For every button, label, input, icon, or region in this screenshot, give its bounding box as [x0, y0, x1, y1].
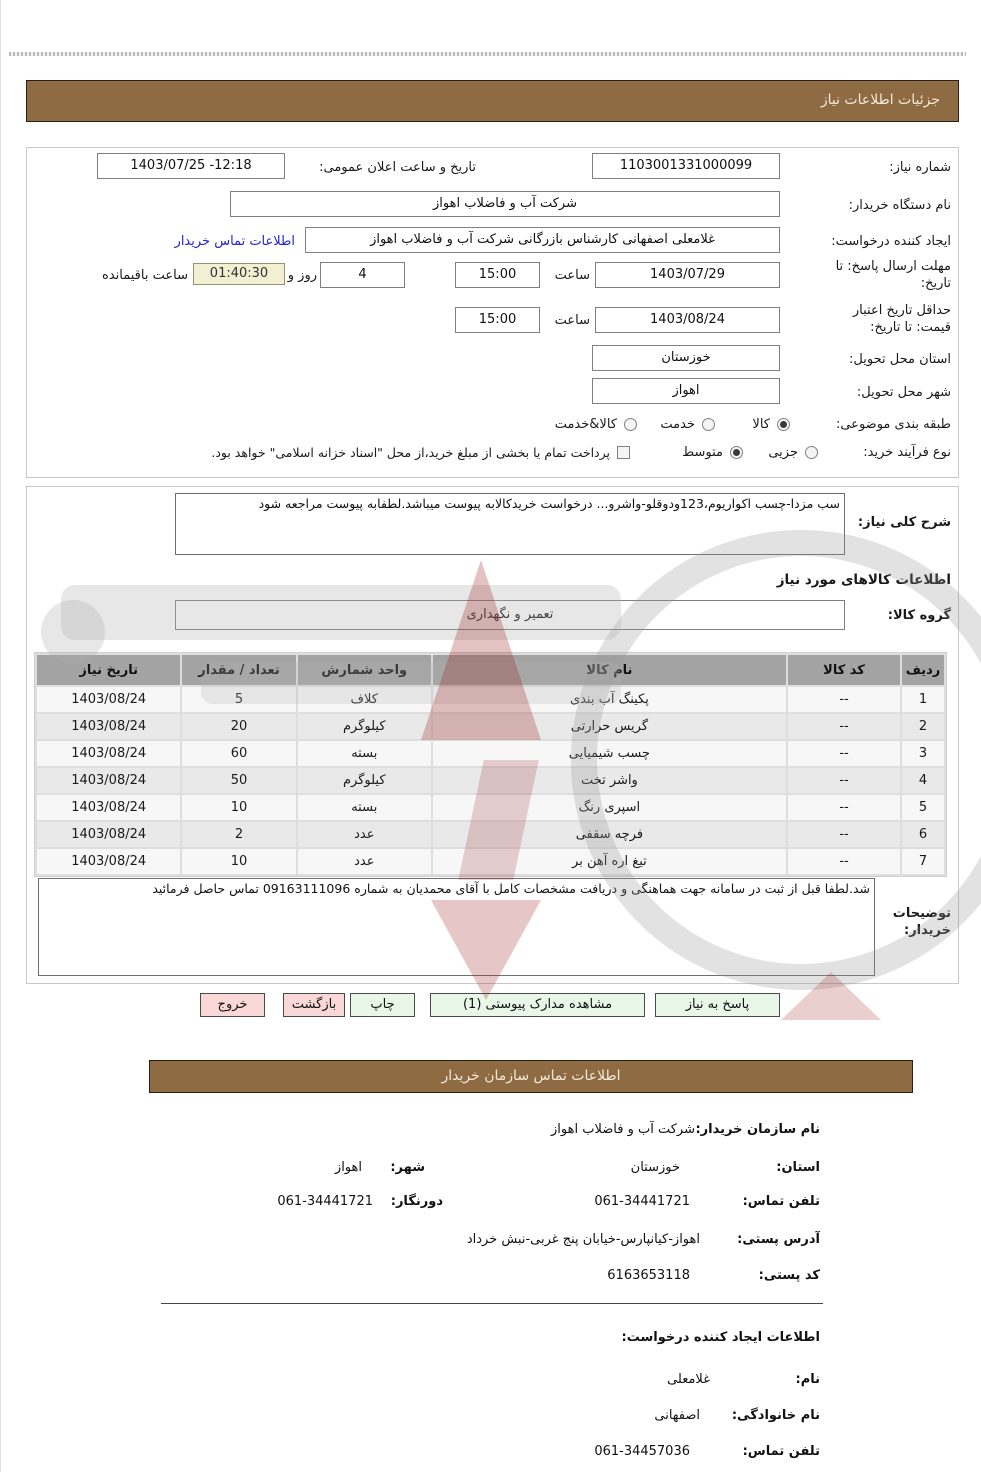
table-row[interactable]: 3 -- چسب شیمیایی بسته 60 1403/08/24: [37, 741, 944, 766]
goods-table-header-row: [37, 655, 944, 685]
print-button[interactable]: چاپ: [350, 993, 415, 1017]
org-province-label: استان:: [776, 1160, 820, 1175]
buyer-org-label: نام دستگاه خریدار:: [848, 198, 951, 213]
back-button[interactable]: بازگشت: [283, 993, 345, 1017]
need-number-label: شماره نیاز:: [889, 160, 951, 175]
creator-info-title: اطلاعات ایجاد کننده درخواست:: [621, 1330, 820, 1345]
delivery-city-label: شهر محل تحویل:: [856, 385, 951, 400]
exit-button[interactable]: خروج: [200, 993, 265, 1017]
org-fax-value: 061-34441721: [277, 1194, 373, 1209]
org-postal-code-value: 6163653118: [607, 1268, 690, 1283]
subject-class-label: طبقه بندی موضوعی:: [835, 417, 951, 432]
goods-section-title: اطلاعات کالاهای مورد نیاز: [776, 572, 951, 588]
col-quantity: تعداد / مقدار: [182, 655, 295, 685]
radio-minor-label: جزیی: [768, 445, 798, 460]
radio-goods-service-label: کالا&خدمت: [554, 417, 617, 432]
radio-service-label: خدمت: [660, 417, 695, 432]
reply-deadline-time-field[interactable]: 15:00: [455, 262, 540, 288]
remaining-days-label: روز و: [287, 268, 317, 283]
need-number-field[interactable]: 1103001331000099: [592, 153, 780, 179]
price-validity-label: حداقل تاریخ اعتبار قیمت: تا تاریخ:: [852, 303, 951, 335]
table-row[interactable]: 6 -- فرچه سقفی عدد 2 1403/08/24: [37, 822, 944, 847]
treasury-docs-checkbox[interactable]: [617, 446, 630, 459]
org-phone-label: تلفن تماس:: [742, 1194, 820, 1209]
radio-service[interactable]: [702, 418, 715, 431]
reply-deadline-hour-label: ساعت: [554, 268, 590, 283]
need-description-label: شرح کلی نیاز:: [857, 515, 951, 530]
price-validity-hour-label: ساعت: [554, 313, 590, 328]
reply-deadline-date-field[interactable]: 1403/07/29: [595, 262, 780, 288]
announce-datetime-field[interactable]: 1403/07/25 -12:18: [97, 153, 285, 179]
delivery-city-field[interactable]: اهواز: [592, 378, 780, 404]
table-row[interactable]: 5 -- اسپری رنگ بسته 10 1403/08/24: [37, 795, 944, 820]
radio-goods[interactable]: [777, 418, 790, 431]
radio-goods-label: کالا: [752, 417, 770, 432]
creator-first-name-label: نام:: [795, 1372, 820, 1387]
buyer-notes-label: توضیحات خریدار:: [892, 906, 951, 938]
price-validity-time-field[interactable]: 15:00: [455, 307, 540, 333]
creator-last-name-value: اصفهانی: [654, 1408, 700, 1423]
org-province-value: خوزستان: [630, 1160, 680, 1175]
treasury-docs-checkbox-label: پرداخت تمام یا بخشی از مبلغ خرید،از محل "اسناد خزانه اسلامی" خواهد بود.: [211, 445, 610, 460]
col-unit: واحد شمارش: [298, 655, 431, 685]
need-description-textarea[interactable]: سب مزدا-چسب اکواریوم،123ودوقلو-واشرو... درخواست خریدکالابه پیوست میباشد.لطفابه پیوست مراجعه شود: [175, 493, 845, 555]
radio-medium-label: متوسط: [682, 445, 723, 460]
buyer-org-field[interactable]: شرکت آب و فاضلاب اهواز: [230, 191, 780, 217]
delivery-province-field[interactable]: خوزستان: [592, 345, 780, 371]
remaining-days-field[interactable]: 4: [320, 262, 405, 288]
org-name-value: شرکت آب و فاضلاب اهواز: [551, 1122, 695, 1137]
request-creator-label: ایجاد کننده درخواست:: [831, 234, 951, 249]
table-row[interactable]: 2 -- گریس حرارتی کیلوگرم 20 1403/08/24: [37, 714, 944, 739]
delivery-province-label: استان محل تحویل:: [849, 352, 951, 367]
creator-phone-label: تلفن تماس:: [742, 1444, 820, 1459]
process-type-label: نوع فرآیند خرید:: [863, 445, 951, 460]
org-address-label: آدرس پستی:: [737, 1232, 820, 1247]
reply-deadline-label: مهلت ارسال پاسخ: تا تاریخ:: [835, 259, 951, 291]
goods-group-field[interactable]: تعمیر و نگهداری: [175, 600, 845, 630]
request-creator-field[interactable]: غلامعلی اصفهانی کارشناس بازرگانی شرکت آب و فاضلاب اهواز: [305, 227, 780, 253]
org-city-value: اهواز: [334, 1160, 362, 1175]
col-need-date: تاریخ نیاز: [37, 655, 180, 685]
creator-last-name-label: نام خانوادگی:: [731, 1408, 820, 1423]
org-contact-header-bar: [149, 1060, 913, 1093]
org-contact-header-title: اطلاعات تماس سازمان خریدار: [441, 1068, 621, 1084]
org-phone-value: 061-34441721: [594, 1194, 690, 1209]
section-divider: [161, 1303, 823, 1304]
reply-to-need-button[interactable]: پاسخ به نیاز: [655, 993, 780, 1017]
radio-goods-service[interactable]: [624, 418, 637, 431]
radio-minor[interactable]: [805, 446, 818, 459]
creator-first-name-value: غلامعلی: [667, 1372, 710, 1387]
org-name-label: نام سازمان خریدار:: [695, 1122, 820, 1137]
org-postal-code-label: کد پستی:: [758, 1268, 820, 1283]
price-validity-date-field[interactable]: 1403/08/24: [595, 307, 780, 333]
announce-datetime-label: تاریخ و ساعت اعلان عمومی:: [319, 160, 476, 175]
creator-phone-value: 061-34457036: [594, 1444, 690, 1459]
table-row[interactable]: 4 -- واشر تخت کیلوگرم 50 1403/08/24: [37, 768, 944, 793]
buyer-contact-link[interactable]: اطلاعات تماس خریدار: [174, 234, 295, 249]
col-item-name: نام کالا: [433, 655, 786, 685]
col-item-code: کد کالا: [788, 655, 900, 685]
org-fax-label: دورنگار:: [390, 1194, 443, 1209]
goods-table: [34, 652, 947, 877]
col-row-number: ردیف: [902, 655, 944, 685]
org-city-label: شهر:: [390, 1160, 425, 1175]
table-row[interactable]: 1 -- پکینگ آب بندی کلاف 5 1403/08/24: [37, 687, 944, 712]
details-header-bar: [26, 80, 959, 122]
org-address-value: اهواز-کیانپارس-خیابان پنج غربی-نبش خرداد: [466, 1232, 700, 1247]
top-divider: [9, 52, 966, 56]
details-header-title: جزئیات اطلاعات نیاز: [820, 92, 940, 108]
countdown-timer: 01:40:30: [193, 263, 285, 285]
view-attachments-button[interactable]: مشاهده مدارک پیوستی (1): [430, 993, 645, 1017]
goods-group-label: گروه کالا:: [887, 608, 951, 623]
remaining-hours-label: ساعت باقیمانده: [102, 268, 188, 283]
buyer-notes-textarea[interactable]: شد.لطفا قبل از ثبت در سامانه جهت هماهنگی و دریافت مشخصات کامل با آقای محمدیان به شماره 09163111096 تماس حاصل فرمائید: [38, 878, 875, 976]
radio-medium[interactable]: [730, 446, 743, 459]
table-row[interactable]: 7 -- تیغ اره آهن بر عدد 10 1403/08/24: [37, 849, 944, 874]
